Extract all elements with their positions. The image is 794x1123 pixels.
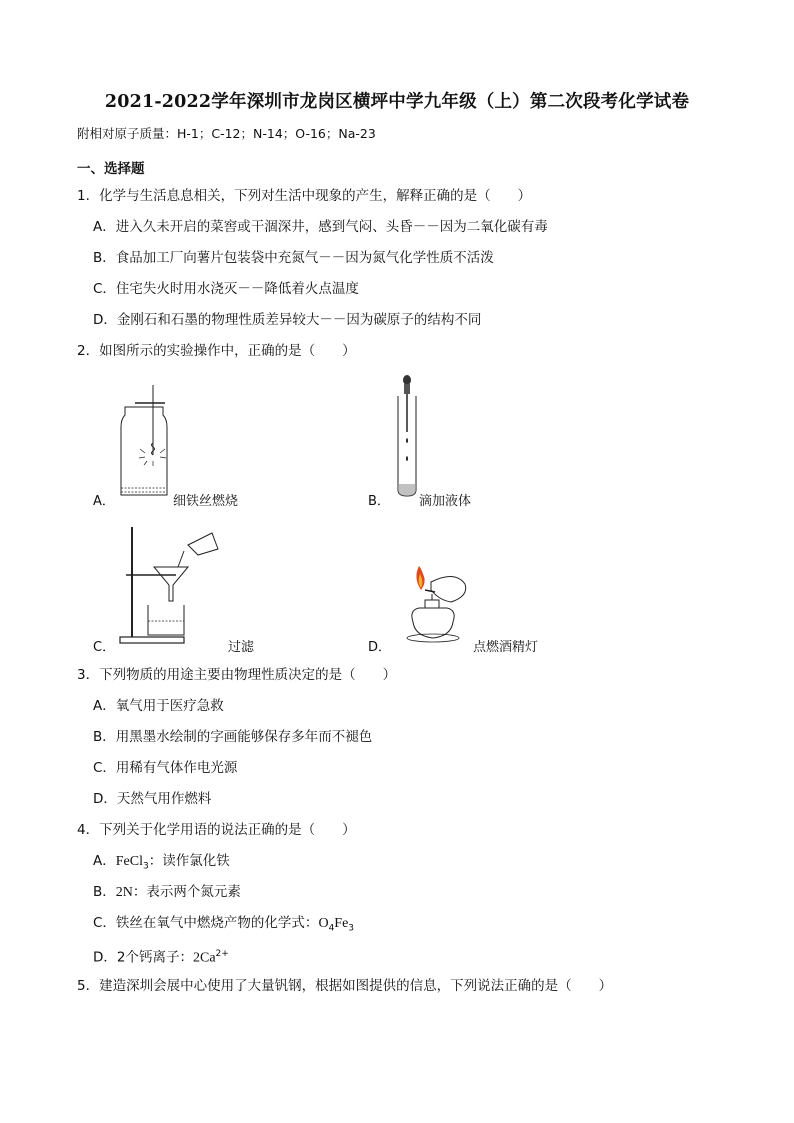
q1-option-b: B．食品加工厂向薯片包装袋中充氮气－－因为氮气化学性质不活泼	[93, 250, 494, 266]
filtration-figure	[118, 525, 228, 647]
q1-option-c: C．住宅失火时用水浇灭－－降低着火点温度	[93, 281, 359, 297]
q4-b-text: ：表示两个氮元素	[132, 884, 241, 900]
q2-figure-c-caption: 过滤	[228, 640, 255, 655]
q4-c-sub-1: 4	[328, 923, 335, 934]
q2-figure-d-letter: D．	[368, 640, 392, 655]
q4-b-formula: 2N	[115, 885, 133, 900]
question-3-stem: 3．下列物质的用途主要由物理性质决定的是（ ）	[77, 667, 397, 683]
question-2-stem: 2．如图所示的实验操作中，正确的是（ ）	[77, 343, 356, 359]
q2-figure-a-letter: A．	[93, 494, 115, 509]
question-4-stem: 4．下列关于化学用语的说法正确的是（ ）	[77, 822, 356, 838]
q2-figure-b-caption: 滴加液体	[419, 494, 472, 509]
question-1-stem: 1．化学与生活息息相关，下列对生活中现象的产生，解释正确的是（ ）	[77, 188, 532, 204]
q4-a-text: ：读作氯化铁	[148, 853, 230, 869]
section-heading: 一、选择题	[77, 161, 145, 177]
q2-figure-b-letter: B．	[368, 494, 390, 509]
page-title: 2021-2022学年深圳市龙岗区横坪中学九年级（上）第二次段考化学试卷	[104, 92, 690, 112]
q4-d-text: D．2个钙离子：	[93, 949, 193, 966]
q4-option-a	[93, 852, 230, 876]
q3-option-b: B．用黑墨水绘制的字画能够保存多年而不褪色	[93, 729, 373, 745]
q4-a-prefix: A．	[93, 853, 116, 869]
q4-a-formula: FeCl	[115, 854, 143, 869]
atomic-masses: 附相对原子质量：H-1；C-12；N-14；O-16；Na-23	[77, 126, 376, 141]
q3-option-d: D．天然气用作燃料	[93, 791, 212, 807]
q2-figure-c-letter: C．	[93, 640, 116, 655]
q4-option-c	[93, 914, 354, 938]
q4-d-sup: 2+	[215, 949, 229, 959]
q4-b-prefix: B．	[93, 884, 116, 900]
q3-option-a: A．氧气用于医疗急救	[93, 698, 224, 714]
q4-option-d	[93, 945, 229, 968]
q3-option-c: C．用稀有气体作电光源	[93, 760, 238, 776]
alcohol-lamp-figure	[395, 560, 475, 650]
q4-d-formula: 2Ca	[192, 950, 216, 966]
q4-option-b	[93, 883, 241, 902]
q1-option-a: A．进入久未开启的菜窖或干涸深井，感到气闷、头昏－－因为二氧化碳有毒	[93, 219, 548, 235]
dropper-test-tube-figure	[395, 374, 425, 500]
q2-figure-d-caption: 点燃酒精灯	[473, 640, 539, 655]
iron-wire-burning-figure	[115, 385, 175, 500]
q1-option-d: D．金刚石和石墨的物理性质差异较大－－因为碳原子的结构不同	[93, 312, 482, 328]
q4-a-sub: 3	[142, 861, 149, 872]
question-5-stem: 5．建造深圳会展中心使用了大量钒钢，根据如图提供的信息，下列说法正确的是（ ）	[77, 978, 613, 994]
q2-figure-a-caption: 细铁丝燃烧	[173, 494, 239, 509]
q4-c-text: C．铁丝在氧气中燃烧产物的化学式：	[93, 915, 319, 931]
q4-c-sub-2: 3	[348, 923, 355, 934]
q4-c-formula-1: O	[318, 916, 329, 931]
q4-c-formula-2: Fe	[334, 916, 349, 931]
